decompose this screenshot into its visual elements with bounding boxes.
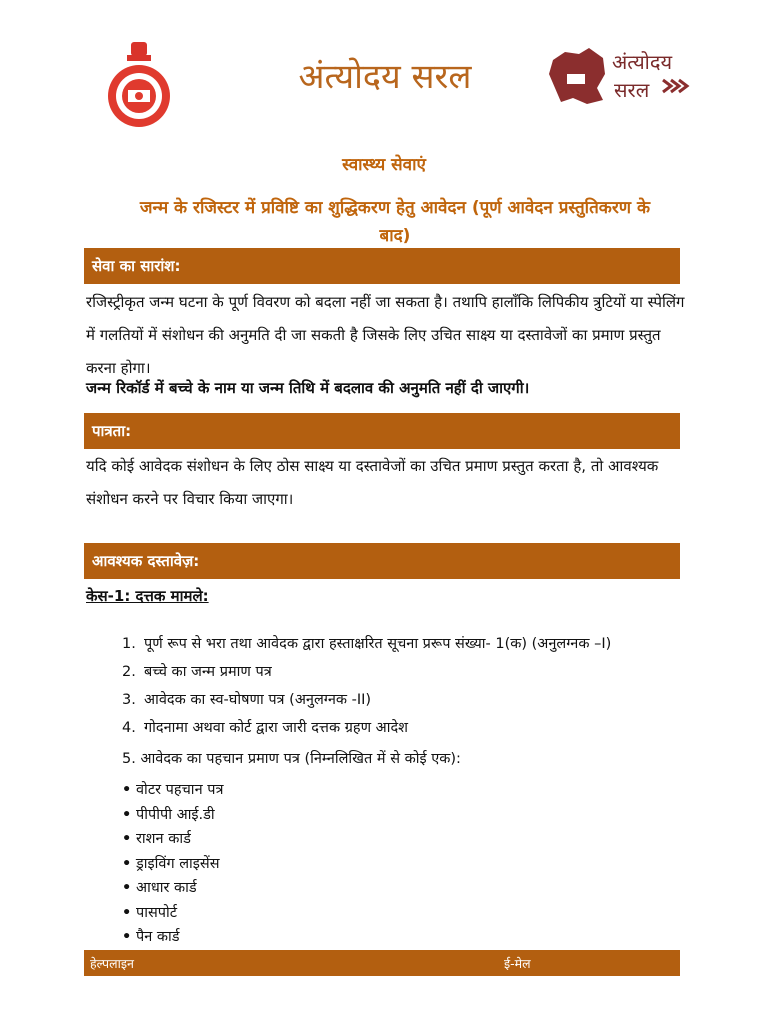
list-item: • ड्राइविंग लाइसेंस: [122, 855, 220, 872]
summary-note: जन्म रिकॉर्ड में बच्चे के नाम या जन्म तिथि में बदलाव की अनुमति नहीं दी जाएगी।: [86, 379, 530, 397]
logo-text-line2: सरल: [614, 78, 650, 102]
list-item: • पासपोर्ट: [122, 904, 178, 921]
list-item: 3. आवेदक का स्व-घोषणा पत्र (अनुलग्नक -II): [122, 692, 372, 708]
case-heading: केस-1: दत्तक मामले:: [86, 587, 209, 605]
service-category: स्वास्थ्य सेवाएं: [342, 155, 426, 175]
list-item: • पैन कार्ड: [122, 929, 180, 945]
list-item: • पीपीपी आई.डी: [122, 806, 215, 823]
list-item: 4. गोदनामा अथवा कोर्ट द्वारा जारी दत्तक ग्रहण आदेश: [122, 720, 409, 736]
list-item: • राशन कार्ड: [122, 831, 191, 847]
eligibility-text: यदि कोई आवेदक संशोधन के लिए ठोस साक्ष्य या दस्तावेजों का उचित प्रमाण प्रस्तुत करता है, तो आवश्यक संशोधन करने पर विचार किया जाएगा।: [86, 457, 659, 508]
document-list: [122, 630, 702, 742]
list-item: • वोटर पहचान पत्र: [122, 782, 224, 798]
id-options-list: [122, 778, 223, 950]
haryana-emblem-icon: [100, 40, 178, 130]
documents-heading: आवश्यक दस्तावेज़:: [84, 543, 680, 579]
eligibility-heading: पात्रता:: [84, 413, 680, 449]
footer-bar: [84, 950, 680, 976]
list-item: 1. पूर्ण रूप से भरा तथा आवेदक द्वारा हस्ताक्षरित सूचना प्ररूप संख्या- 1(क) (अनुलग्नक –I): [122, 636, 612, 652]
summary-text: रजिस्ट्रीकृत जन्म घटना के पूर्ण विवरण को बदला नहीं जा सकता है। तथापि हालाँकि लिपिकीय त्रुटियों या स्पेलिंग में गलतियों में संशोधन की अनुमति दी जा सकती है जिसके लिए उचित साक्ष्य या दस्तावेजों का प्रमाण प्रस्तुत करना होगा।: [86, 293, 685, 377]
list-item: • आधार कार्ड: [122, 880, 197, 896]
list-item: 2. बच्चे का जन्म प्रमाण पत्र: [122, 664, 272, 680]
service-title: जन्म के रजिस्टर में प्रविष्टि का शुद्धिकरण हेतु आवेदन (पूर्ण आवेदन प्रस्तुतिकरण के बाद): [139, 198, 651, 246]
identity-proof-item: 5. आवेदक का पहचान प्रमाण पत्र (निम्नलिखित में से कोई एक):: [122, 751, 461, 767]
footer-helpline: हेल्पलाइन: [90, 956, 134, 971]
brand-title: अंत्योदय सरल: [298, 57, 472, 97]
footer-email: ई-मेल: [504, 956, 531, 971]
logo-text-line1: अंत्योदय: [612, 50, 673, 74]
summary-heading: सेवा का सारांश:: [84, 248, 680, 284]
